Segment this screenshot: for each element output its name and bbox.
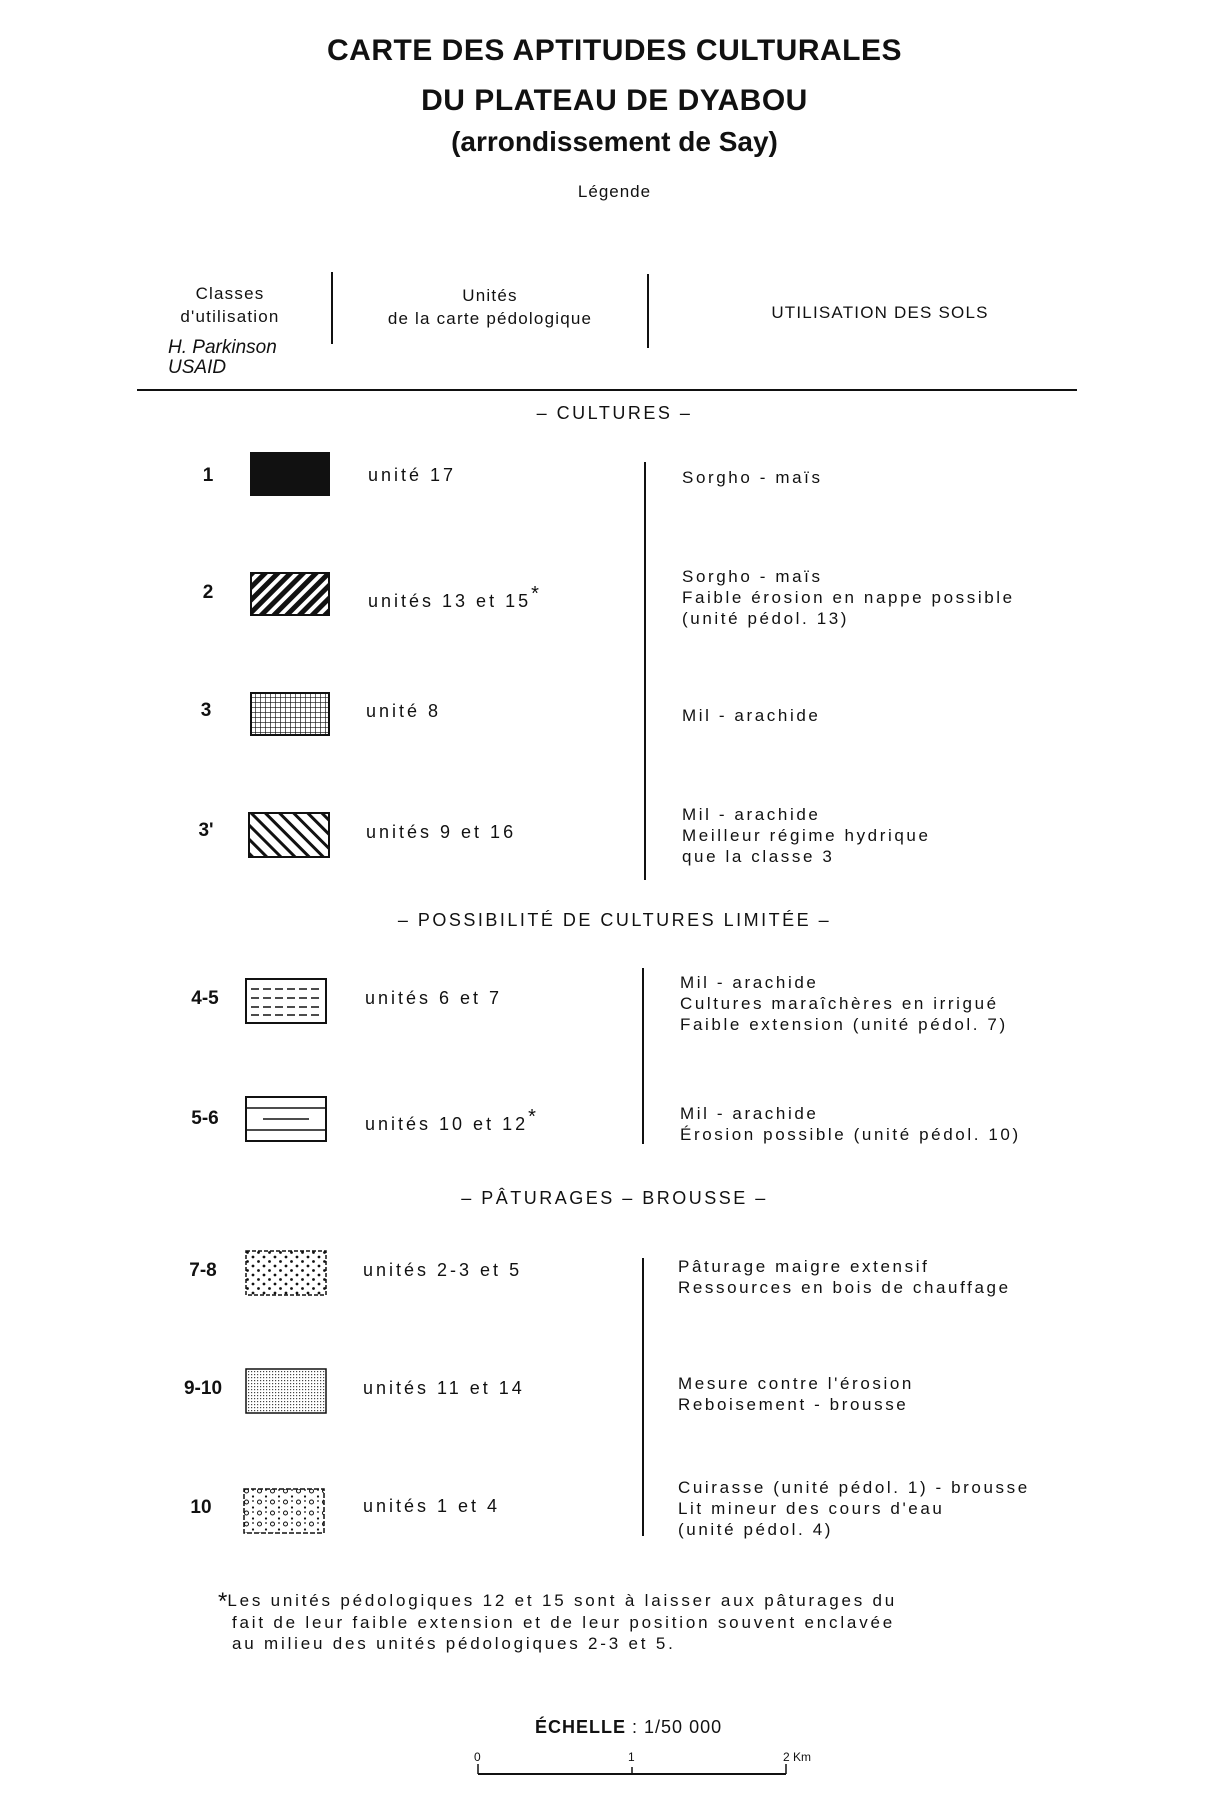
class-number: 5-6	[191, 1108, 219, 1129]
scale-tick-2: 2 Km	[783, 1750, 812, 1764]
unit-label: unités 2-3 et 5	[363, 1260, 523, 1280]
footnote-line1: *Les unités pédologiques 12 et 15 sont à laisser aux pâturages du	[218, 1588, 898, 1615]
use-line: (unité pédol. 13)	[682, 609, 850, 628]
scale-bar	[470, 1762, 800, 1778]
unit-label: unités 11 et 14	[363, 1378, 525, 1398]
section-cultures: – CULTURES –	[536, 403, 693, 423]
footnote-line2: fait de leur faible extension et de leur position souvent enclavée	[232, 1613, 895, 1632]
map-title-line2: DU PLATEAU DE DYABOU	[421, 84, 808, 117]
use-description	[682, 467, 823, 488]
scale-tick-1: 1	[628, 1750, 635, 1764]
use-description	[678, 1373, 914, 1415]
section-limited-cultures: – POSSIBILITÉ DE CULTURES LIMITÉE –	[397, 910, 832, 930]
class-number: 4-5	[191, 988, 219, 1009]
use-line: Reboisement - brousse	[678, 1395, 909, 1414]
use-description	[682, 804, 931, 867]
use-line: Lit mineur des cours d'eau	[678, 1499, 945, 1518]
unit-label-text: unités 10 et 12	[365, 1114, 529, 1134]
swatch-fine-grid	[250, 692, 330, 736]
footnote-marker: *	[528, 1106, 536, 1128]
column-divider-pastures	[642, 1258, 644, 1536]
use-line: (unité pédol. 4)	[678, 1520, 834, 1539]
unit-label	[365, 1106, 536, 1135]
header-author-name: H. Parkinson	[168, 337, 277, 358]
class-number: 3'	[198, 820, 214, 841]
unit-label: unités 1 et 4	[363, 1496, 501, 1516]
header-units	[360, 284, 620, 330]
header-classes-line1: Classes	[195, 284, 265, 303]
header-author-org: USAID	[168, 357, 227, 378]
legend-heading: Légende	[577, 182, 652, 201]
use-line: Sorgho - maïs	[682, 468, 823, 487]
class-number: 7-8	[189, 1260, 217, 1281]
swatch-circles-dots	[243, 1488, 325, 1534]
use-description	[682, 566, 1015, 629]
scale-value: : 1/50 000	[632, 1717, 723, 1737]
swatch-horizontal-lines	[245, 1096, 327, 1142]
unit-label	[368, 583, 539, 612]
header-classes-line2: d'utilisation	[180, 307, 280, 326]
swatch-reverse-hatch	[248, 812, 330, 858]
use-line: Ressources en bois de chauffage	[678, 1278, 1011, 1297]
unit-label: unités 6 et 7	[365, 988, 503, 1008]
swatch-dashed-lines	[245, 978, 327, 1024]
swatch-solid-black	[250, 452, 330, 496]
header-classes	[140, 282, 320, 328]
header-units-line2: de la carte pédologique	[387, 309, 593, 328]
use-line: Cuirasse (unité pédol. 1) - brousse	[678, 1478, 1030, 1497]
scale-tick-0: 0	[474, 1750, 481, 1764]
use-description	[678, 1256, 1011, 1298]
header-divider-1	[331, 272, 333, 344]
use-description	[682, 705, 820, 726]
column-divider-limited	[642, 968, 644, 1144]
footnote-marker: *	[531, 583, 539, 605]
class-number: 10	[190, 1497, 212, 1518]
use-line: Mil - arachide	[682, 706, 821, 725]
swatch-dots	[245, 1250, 327, 1296]
header-rule	[137, 389, 1077, 391]
footnote-star: *	[218, 1588, 228, 1615]
class-number: 3	[200, 700, 212, 721]
unit-label: unité 8	[366, 701, 442, 721]
column-divider-cultures	[644, 462, 646, 880]
use-line: que la classe 3	[682, 847, 835, 866]
map-title-line1: CARTE DES APTITUDES CULTURALES	[326, 34, 902, 67]
use-description	[680, 972, 1008, 1035]
swatch-diagonal-hatch	[250, 572, 330, 616]
use-line: Mil - arachide	[680, 1104, 819, 1123]
section-pastures: – PÂTURAGES – BROUSSE –	[461, 1188, 768, 1208]
use-line: Érosion possible (unité pédol. 10)	[680, 1125, 1021, 1144]
use-line: Mesure contre l'érosion	[678, 1374, 914, 1393]
use-line: Mil - arachide	[680, 973, 819, 992]
use-line: Faible érosion en nappe possible	[682, 588, 1015, 607]
use-line: Pâturage maigre extensif	[678, 1257, 930, 1276]
class-number: 1	[202, 465, 214, 486]
use-line: Mil - arachide	[682, 805, 821, 824]
use-description	[680, 1103, 1021, 1145]
scale-label	[535, 1717, 722, 1738]
unit-label: unité 17	[368, 465, 457, 485]
swatch-fine-stipple	[245, 1368, 327, 1414]
use-line: Sorgho - maïs	[682, 567, 823, 586]
use-line: Meilleur régime hydrique	[682, 826, 931, 845]
footnote	[218, 1590, 897, 1654]
use-description	[678, 1477, 1030, 1540]
header-units-line1: Unités	[462, 286, 518, 305]
footnote-line3: au milieu des unités pédologiques 2-3 et 5.	[232, 1634, 676, 1653]
header-divider-2	[647, 274, 649, 348]
unit-label-text: unités 13 et 15	[368, 591, 532, 611]
unit-label: unités 9 et 16	[366, 822, 517, 842]
class-number: 9-10	[183, 1378, 223, 1399]
use-line: Faible extension (unité pédol. 7)	[680, 1015, 1008, 1034]
use-line: Cultures maraîchères en irrigué	[680, 994, 999, 1013]
header-utilisation: UTILISATION DES SOLS	[771, 303, 989, 322]
map-subtitle: (arrondissement de Say)	[451, 126, 778, 157]
class-number: 2	[202, 582, 214, 603]
scale-label-word: ÉCHELLE	[535, 1717, 627, 1737]
